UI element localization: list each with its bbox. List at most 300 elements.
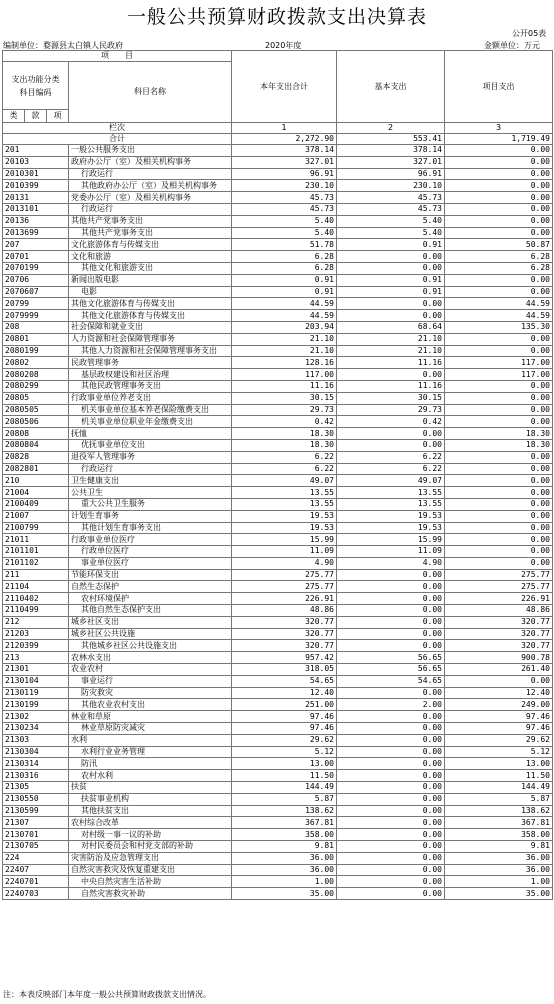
row-total: 13.55	[232, 498, 337, 510]
row-project: 0.00	[445, 215, 553, 227]
row-project: 0.00	[445, 404, 553, 416]
table-row	[3, 392, 553, 404]
row-name: 抚恤	[69, 428, 232, 440]
row-basic: 11.09	[337, 546, 445, 558]
table-row	[3, 711, 553, 723]
table-row	[3, 581, 553, 593]
row-code: 20828	[3, 451, 69, 463]
row-code: 21004	[3, 487, 69, 499]
row-project: 35.00	[445, 888, 553, 900]
row-project: 0.00	[445, 475, 553, 487]
row-name: 其他民政管理事务支出	[69, 380, 232, 392]
row-name: 扶贫事业机构	[69, 793, 232, 805]
row-code: 2130599	[3, 805, 69, 817]
table-row	[3, 699, 553, 711]
row-total: 275.77	[232, 569, 337, 581]
row-name: 农林水支出	[69, 652, 232, 664]
table-row	[3, 782, 553, 794]
row-name: 政府办公厅（室）及相关机构事务	[69, 156, 232, 168]
row-project: 44.59	[445, 310, 553, 322]
row-total: 30.15	[232, 392, 337, 404]
row-code: 21303	[3, 734, 69, 746]
row-project: 0.00	[445, 451, 553, 463]
row-total: 54.65	[232, 675, 337, 687]
table-row	[3, 829, 553, 841]
table-row	[3, 687, 553, 699]
row-basic: 378.14	[337, 145, 445, 157]
row-project: 6.28	[445, 262, 553, 274]
table-row	[3, 404, 553, 416]
row-basic: 0.00	[337, 817, 445, 829]
row-code: 2080299	[3, 380, 69, 392]
row-project: 135.30	[445, 321, 553, 333]
table-row	[3, 192, 553, 204]
total-col3: 1,719.49	[445, 134, 553, 145]
row-code: 2101102	[3, 557, 69, 569]
table-row	[3, 345, 553, 357]
row-name: 其他城乡社区公共设施支出	[69, 640, 232, 652]
row-code: 20701	[3, 251, 69, 263]
row-name: 其他文化旅游体育与传媒支出	[69, 298, 232, 310]
row-total: 11.50	[232, 770, 337, 782]
row-basic: 0.91	[337, 274, 445, 286]
row-total: 0.91	[232, 274, 337, 286]
row-project: 1.00	[445, 876, 553, 888]
row-total: 21.10	[232, 333, 337, 345]
row-name: 行政运行	[69, 463, 232, 475]
row-name: 行政事业单位医疗	[69, 534, 232, 546]
row-project: 5.87	[445, 793, 553, 805]
row-total: 36.00	[232, 852, 337, 864]
table-row	[3, 510, 553, 522]
row-name: 其他计划生育事务支出	[69, 522, 232, 534]
row-code: 2130314	[3, 758, 69, 770]
row-total: 11.16	[232, 380, 337, 392]
row-basic: 6.22	[337, 451, 445, 463]
row-code: 213	[3, 652, 69, 664]
row-project: 144.49	[445, 782, 553, 794]
row-total: 320.77	[232, 628, 337, 640]
row-code: 2110402	[3, 593, 69, 605]
row-basic: 0.00	[337, 723, 445, 735]
row-project: 0.00	[445, 557, 553, 569]
table-row	[3, 864, 553, 876]
row-total: 97.46	[232, 711, 337, 723]
row-project: 0.00	[445, 168, 553, 180]
row-project: 367.81	[445, 817, 553, 829]
row-project: 44.59	[445, 298, 553, 310]
row-total: 226.91	[232, 593, 337, 605]
row-name: 行政单位医疗	[69, 546, 232, 558]
table-row	[3, 805, 553, 817]
row-code: 21203	[3, 628, 69, 640]
row-name: 城乡社区支出	[69, 616, 232, 628]
row-project: 11.50	[445, 770, 553, 782]
row-code: 2100409	[3, 498, 69, 510]
row-total: 44.59	[232, 310, 337, 322]
table-row	[3, 852, 553, 864]
table-row	[3, 333, 553, 345]
row-basic: 0.91	[337, 286, 445, 298]
row-basic: 230.10	[337, 180, 445, 192]
table-row	[3, 487, 553, 499]
row-project: 320.77	[445, 628, 553, 640]
row-project: 275.77	[445, 581, 553, 593]
row-code: 21305	[3, 782, 69, 794]
table-row	[3, 628, 553, 640]
table-row	[3, 380, 553, 392]
row-code: 20706	[3, 274, 69, 286]
row-total: 19.53	[232, 510, 337, 522]
total-col1: 2,272.90	[232, 134, 337, 145]
row-name: 自然灾害救灾及恢复重建支出	[69, 864, 232, 876]
table-row	[3, 817, 553, 829]
table-row	[3, 475, 553, 487]
row-name: 社会保障和就业支出	[69, 321, 232, 333]
row-total: 5.40	[232, 227, 337, 239]
row-basic: 0.00	[337, 251, 445, 263]
row-basic: 2.00	[337, 699, 445, 711]
row-basic: 0.00	[337, 864, 445, 876]
row-name: 其他文化和旅游支出	[69, 262, 232, 274]
row-name: 文化和旅游	[69, 251, 232, 263]
row-name: 其他政府办公厅（室）及相关机构事务	[69, 180, 232, 192]
table-row	[3, 734, 553, 746]
row-project: 97.46	[445, 711, 553, 723]
row-basic: 0.00	[337, 428, 445, 440]
row-code: 207	[3, 239, 69, 251]
row-code: 2130234	[3, 723, 69, 735]
table-row	[3, 605, 553, 617]
table-row	[3, 463, 553, 475]
row-basic: 0.00	[337, 770, 445, 782]
row-total: 320.77	[232, 616, 337, 628]
row-basic: 327.01	[337, 156, 445, 168]
row-basic: 0.00	[337, 876, 445, 888]
row-total: 18.30	[232, 439, 337, 451]
row-name: 其他共产党事务支出	[69, 215, 232, 227]
row-project: 117.00	[445, 357, 553, 369]
row-project: 0.00	[445, 546, 553, 558]
row-name: 卫生健康支出	[69, 475, 232, 487]
row-name: 其他扶贫支出	[69, 805, 232, 817]
row-basic: 49.07	[337, 475, 445, 487]
row-total: 320.77	[232, 640, 337, 652]
row-basic: 21.10	[337, 345, 445, 357]
row-name: 事业运行	[69, 675, 232, 687]
row-project: 138.62	[445, 805, 553, 817]
table-row	[3, 546, 553, 558]
row-project: 50.87	[445, 239, 553, 251]
row-total: 44.59	[232, 298, 337, 310]
table-row	[3, 180, 553, 192]
report-title: 一般公共预算财政拨款支出决算表	[126, 6, 427, 28]
row-total: 327.01	[232, 156, 337, 168]
row-project: 0.00	[445, 203, 553, 215]
table-row	[3, 286, 553, 298]
table-row	[3, 310, 553, 322]
row-total: 51.78	[232, 239, 337, 251]
row-name: 文化旅游体育与传媒支出	[69, 239, 232, 251]
row-total: 48.86	[232, 605, 337, 617]
header-col-total: 本年支出合计	[232, 51, 337, 123]
row-total: 251.00	[232, 699, 337, 711]
row-project: 9.81	[445, 841, 553, 853]
table-row	[3, 652, 553, 664]
row-project: 0.00	[445, 675, 553, 687]
row-name: 行政运行	[69, 203, 232, 215]
row-basic: 15.99	[337, 534, 445, 546]
row-total: 4.90	[232, 557, 337, 569]
row-code: 208	[3, 321, 69, 333]
row-name: 农村综合改革	[69, 817, 232, 829]
expenditure-table	[2, 50, 553, 900]
table-row	[3, 298, 553, 310]
row-code: 2013699	[3, 227, 69, 239]
row-basic: 0.00	[337, 758, 445, 770]
row-project: 0.00	[445, 156, 553, 168]
row-basic: 0.00	[337, 605, 445, 617]
row-total: 275.77	[232, 581, 337, 593]
row-project: 12.40	[445, 687, 553, 699]
table-row	[3, 239, 553, 251]
row-project: 0.00	[445, 345, 553, 357]
row-code: 2130119	[3, 687, 69, 699]
row-total: 117.00	[232, 369, 337, 381]
row-code: 2240703	[3, 888, 69, 900]
row-total: 9.81	[232, 841, 337, 853]
table-row	[3, 723, 553, 735]
row-project: 0.00	[445, 392, 553, 404]
row-basic: 45.73	[337, 192, 445, 204]
row-basic: 0.00	[337, 298, 445, 310]
row-code: 2080199	[3, 345, 69, 357]
row-project: 0.00	[445, 534, 553, 546]
row-total: 12.40	[232, 687, 337, 699]
row-code: 211	[3, 569, 69, 581]
row-basic: 96.91	[337, 168, 445, 180]
row-project: 0.00	[445, 380, 553, 392]
table-row	[3, 251, 553, 263]
row-name: 林业和草原	[69, 711, 232, 723]
row-project: 358.00	[445, 829, 553, 841]
row-code: 2080208	[3, 369, 69, 381]
row-code: 210	[3, 475, 69, 487]
row-code: 2080505	[3, 404, 69, 416]
row-code: 2101101	[3, 546, 69, 558]
row-project: 320.77	[445, 616, 553, 628]
row-project: 97.46	[445, 723, 553, 735]
row-total: 29.62	[232, 734, 337, 746]
row-code: 20808	[3, 428, 69, 440]
footnote: 注：本表反映部门本年度一般公共预算财政拨款支出情况。	[3, 990, 211, 999]
row-project: 226.91	[445, 593, 553, 605]
row-project: 0.00	[445, 286, 553, 298]
lanci-3: 3	[445, 123, 553, 134]
row-total: 138.62	[232, 805, 337, 817]
row-name: 基层政权建设和社区治理	[69, 369, 232, 381]
row-basic: 13.55	[337, 487, 445, 499]
row-code: 20136	[3, 215, 69, 227]
row-basic: 0.00	[337, 262, 445, 274]
row-name: 其他农业农村支出	[69, 699, 232, 711]
row-basic: 0.00	[337, 793, 445, 805]
row-total: 1.00	[232, 876, 337, 888]
row-project: 18.30	[445, 439, 553, 451]
table-row	[3, 522, 553, 534]
row-total: 957.42	[232, 652, 337, 664]
row-name: 扶贫	[69, 782, 232, 794]
row-code: 2010301	[3, 168, 69, 180]
table-row	[3, 428, 553, 440]
row-project: 0.00	[445, 192, 553, 204]
row-basic: 11.16	[337, 380, 445, 392]
table-row	[3, 675, 553, 687]
row-total: 11.09	[232, 546, 337, 558]
row-project: 36.00	[445, 852, 553, 864]
row-total: 5.87	[232, 793, 337, 805]
header-item: 项 目	[3, 51, 232, 62]
row-name: 退役军人管理事务	[69, 451, 232, 463]
total-label: 合计	[3, 134, 232, 145]
table-row	[3, 168, 553, 180]
row-name: 行政事业单位养老支出	[69, 392, 232, 404]
row-basic: 0.00	[337, 310, 445, 322]
row-basic: 0.00	[337, 841, 445, 853]
row-basic: 19.53	[337, 522, 445, 534]
row-project: 261.40	[445, 664, 553, 676]
table-row	[3, 746, 553, 758]
row-basic: 0.00	[337, 805, 445, 817]
row-name: 其他人力资源和社会保障管理事务支出	[69, 345, 232, 357]
row-project: 0.00	[445, 416, 553, 428]
row-name: 机关事业单位基本养老保险缴费支出	[69, 404, 232, 416]
row-code: 21007	[3, 510, 69, 522]
row-name: 中央自然灾害生活补助	[69, 876, 232, 888]
row-code: 2080804	[3, 439, 69, 451]
row-code: 22407	[3, 864, 69, 876]
table-row	[3, 876, 553, 888]
table-row	[3, 215, 553, 227]
row-project: 18.30	[445, 428, 553, 440]
row-total: 13.00	[232, 758, 337, 770]
table-row	[3, 451, 553, 463]
row-name: 其他文化旅游体育与传媒支出	[69, 310, 232, 322]
fiscal-year: 2020年度	[265, 41, 302, 50]
row-name: 农村环境保护	[69, 593, 232, 605]
row-name: 水利行业业务管理	[69, 746, 232, 758]
row-code: 2130550	[3, 793, 69, 805]
row-basic: 11.16	[337, 357, 445, 369]
row-project: 0.00	[445, 145, 553, 157]
row-total: 29.73	[232, 404, 337, 416]
row-total: 144.49	[232, 782, 337, 794]
row-basic: 5.40	[337, 227, 445, 239]
row-code: 21307	[3, 817, 69, 829]
header-kuan: 款	[25, 110, 47, 123]
row-name: 林业草原防灾减灾	[69, 723, 232, 735]
table-row	[3, 569, 553, 581]
row-project: 249.00	[445, 699, 553, 711]
lanci-1: 1	[232, 123, 337, 134]
table-row	[3, 793, 553, 805]
row-total: 5.12	[232, 746, 337, 758]
row-total: 45.73	[232, 192, 337, 204]
row-code: 2120399	[3, 640, 69, 652]
table-row	[3, 357, 553, 369]
table-row	[3, 262, 553, 274]
row-code: 2013101	[3, 203, 69, 215]
row-code: 21011	[3, 534, 69, 546]
row-name: 其他共产党事务支出	[69, 227, 232, 239]
row-total: 318.05	[232, 664, 337, 676]
row-project: 0.00	[445, 522, 553, 534]
row-total: 203.94	[232, 321, 337, 333]
row-code: 2070607	[3, 286, 69, 298]
table-row	[3, 888, 553, 900]
row-name: 电影	[69, 286, 232, 298]
row-code: 2130316	[3, 770, 69, 782]
row-basic: 0.00	[337, 581, 445, 593]
row-total: 128.16	[232, 357, 337, 369]
table-row	[3, 616, 553, 628]
row-basic: 0.00	[337, 782, 445, 794]
row-basic: 0.91	[337, 239, 445, 251]
row-basic: 0.00	[337, 888, 445, 900]
row-code: 20801	[3, 333, 69, 345]
row-code: 20131	[3, 192, 69, 204]
row-total: 6.22	[232, 463, 337, 475]
row-code: 2130199	[3, 699, 69, 711]
row-code: 2130104	[3, 675, 69, 687]
row-project: 275.77	[445, 569, 553, 581]
form-number: 公开05表	[512, 29, 547, 38]
row-total: 6.28	[232, 262, 337, 274]
row-name: 一般公共服务支出	[69, 145, 232, 157]
row-total: 378.14	[232, 145, 337, 157]
row-basic: 29.73	[337, 404, 445, 416]
row-basic: 45.73	[337, 203, 445, 215]
row-project: 0.00	[445, 487, 553, 499]
row-project: 117.00	[445, 369, 553, 381]
table-row	[3, 416, 553, 428]
table-row	[3, 439, 553, 451]
header-func-class: 支出功能分类 科目编码	[3, 62, 69, 110]
row-name: 对村民委员会和村党支部的补助	[69, 841, 232, 853]
row-name: 机关事业单位职业年金缴费支出	[69, 416, 232, 428]
row-basic: 13.55	[337, 498, 445, 510]
table-row	[3, 758, 553, 770]
row-project: 13.00	[445, 758, 553, 770]
row-code: 2130705	[3, 841, 69, 853]
row-code: 2100799	[3, 522, 69, 534]
table-row	[3, 369, 553, 381]
row-code: 2110499	[3, 605, 69, 617]
row-total: 5.40	[232, 215, 337, 227]
row-project: 0.00	[445, 498, 553, 510]
row-project: 48.86	[445, 605, 553, 617]
row-name: 行政运行	[69, 168, 232, 180]
row-code: 2130304	[3, 746, 69, 758]
row-code: 20802	[3, 357, 69, 369]
row-name: 自然灾害救灾补助	[69, 888, 232, 900]
row-code: 20799	[3, 298, 69, 310]
row-project: 0.00	[445, 510, 553, 522]
row-project: 0.00	[445, 463, 553, 475]
row-code: 21301	[3, 664, 69, 676]
unit-label: 编制单位：婺源县太白镇人民政府	[3, 41, 123, 50]
row-code: 2082801	[3, 463, 69, 475]
